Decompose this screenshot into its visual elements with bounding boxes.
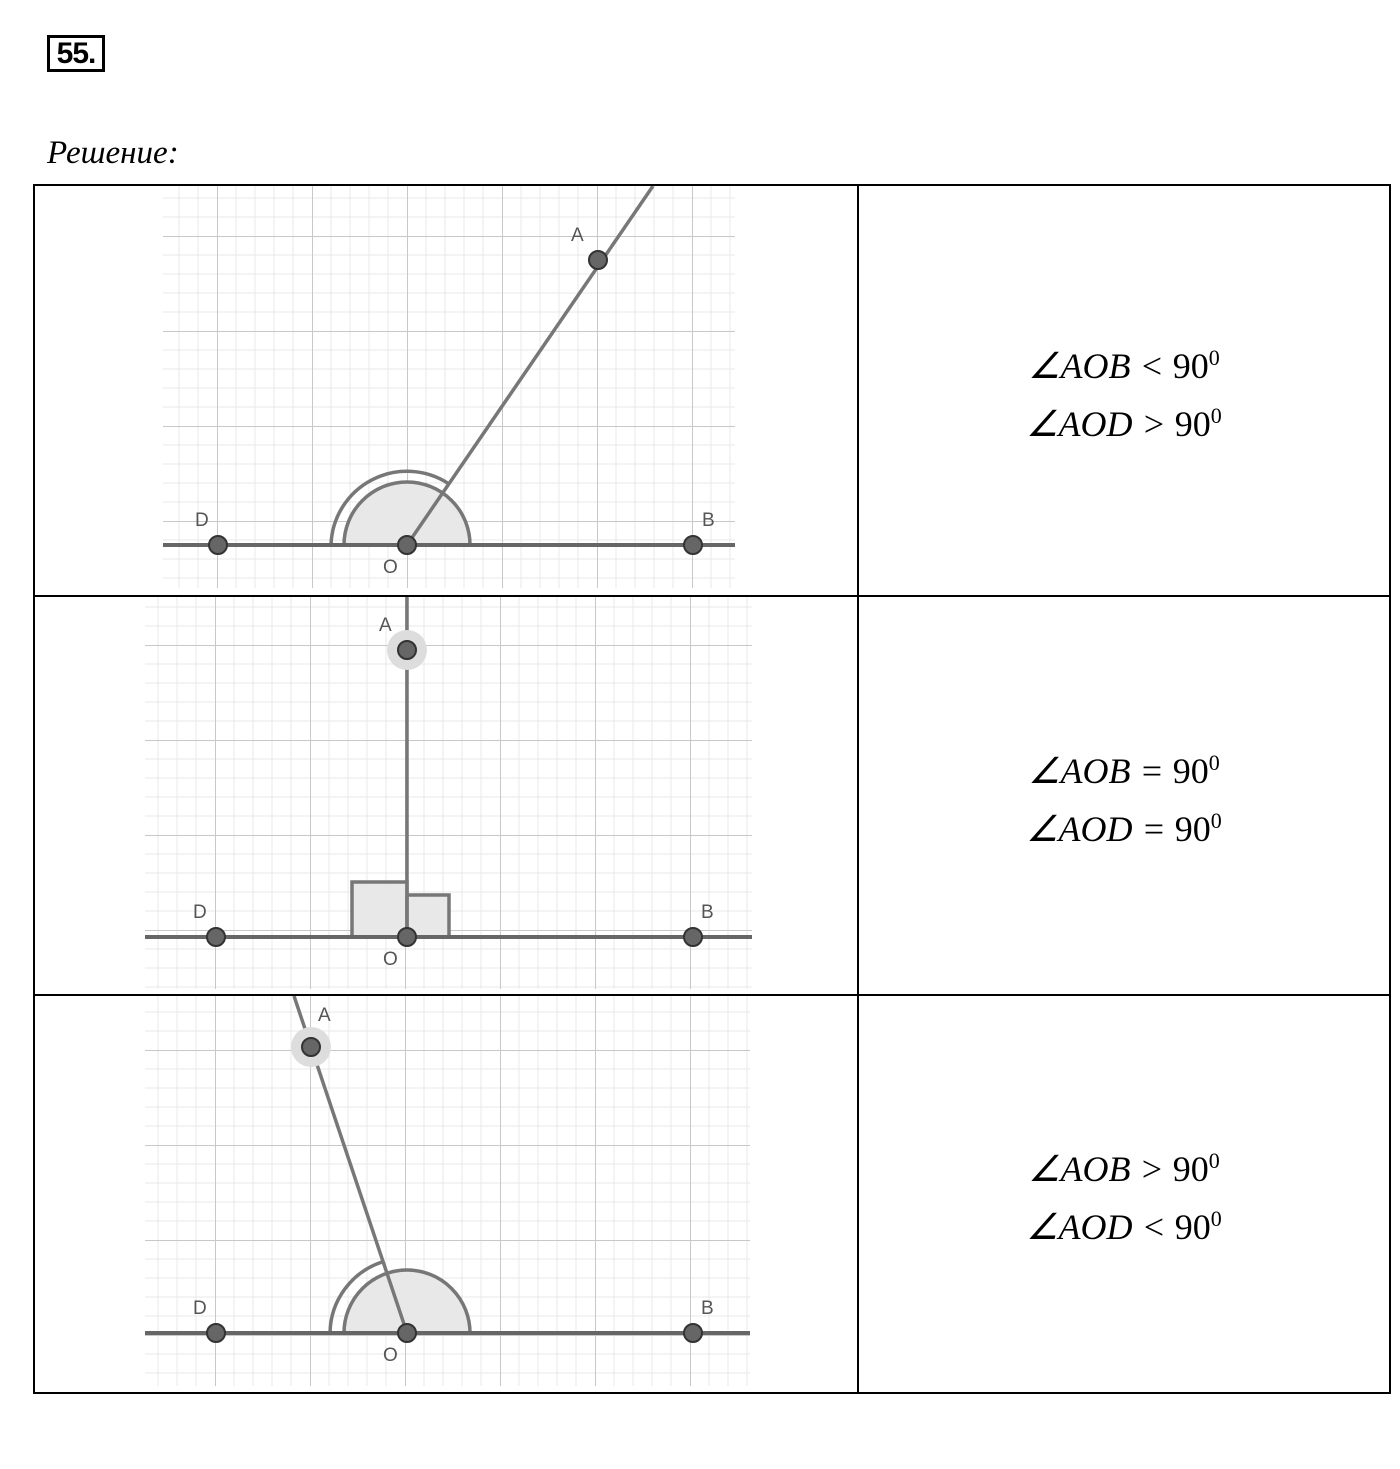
geometry-figure-right [35, 597, 857, 994]
solution-table [33, 184, 1391, 1394]
answer-line-aod: ∠AOD = $90^0$ [1026, 807, 1222, 849]
problem-number: 55. [47, 35, 105, 72]
geometry-figure-acute [35, 186, 857, 595]
answer-cell [858, 995, 1390, 1393]
right-angle-aod [352, 882, 407, 937]
point-d [207, 1324, 225, 1342]
label-a: A [379, 615, 392, 636]
label-a: A [318, 1005, 331, 1026]
table-row [34, 596, 1390, 995]
figure-cell [34, 596, 858, 995]
point-o [398, 1324, 416, 1342]
figure-cell [34, 185, 858, 596]
label-a: A [571, 225, 584, 246]
point-b [684, 536, 702, 554]
answer-line-aob: ∠AOB = $90^0$ [1028, 749, 1220, 791]
point-a [398, 641, 416, 659]
point-b [684, 1324, 702, 1342]
answer-line-aob: ∠AOB > $90^0$ [1028, 1148, 1220, 1189]
answer-line-aod: ∠AOD < $90^0$ [1026, 1206, 1222, 1247]
table-row [34, 185, 1390, 596]
label-d: D [195, 510, 209, 531]
answer-cell [858, 596, 1390, 995]
label-b: B [701, 1298, 714, 1319]
table-row [34, 995, 1390, 1393]
figure-cell [34, 995, 858, 1393]
label-b: B [701, 902, 714, 923]
label-o: O [383, 949, 398, 970]
point-a [589, 251, 607, 269]
point-d [209, 536, 227, 554]
point-d [207, 928, 225, 946]
geometry-figure-obtuse [35, 996, 857, 1392]
point-b [684, 928, 702, 946]
solution-label: Решение: [47, 135, 179, 171]
label-b: B [702, 510, 715, 531]
point-o [398, 536, 416, 554]
label-o: O [383, 1345, 398, 1366]
point-o [398, 928, 416, 946]
label-o: O [383, 557, 398, 578]
answer-cell [858, 185, 1390, 596]
label-d: D [193, 1298, 207, 1319]
point-a [302, 1038, 320, 1056]
label-d: D [193, 902, 207, 923]
answer-line-aod: ∠AOD > $90^0$ [1026, 402, 1222, 444]
answer-line-aob: ∠AOB < $90^0$ [1028, 344, 1220, 386]
